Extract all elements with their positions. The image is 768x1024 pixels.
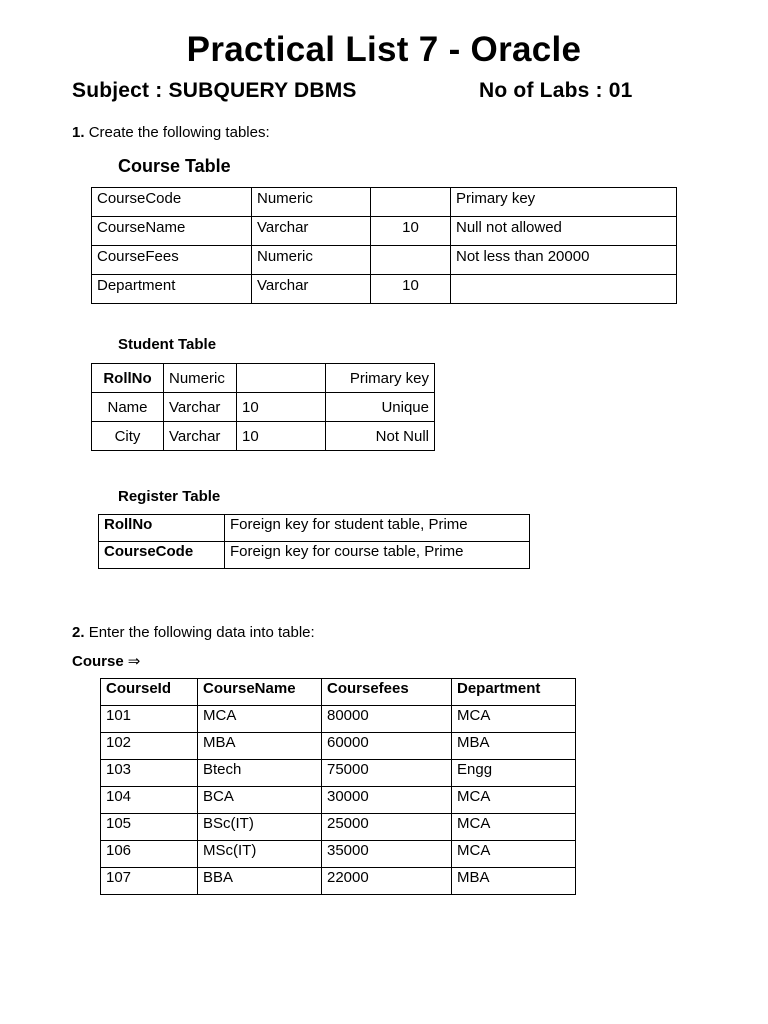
table-cell: 104: [101, 787, 198, 814]
table-cell: 30000: [322, 787, 452, 814]
table-cell: 105: [101, 814, 198, 841]
table-cell: 35000: [322, 841, 452, 868]
table-cell: Numeric: [252, 246, 371, 275]
register-table-heading: Register Table: [118, 488, 221, 505]
column-header: Coursefees: [322, 679, 452, 706]
column-header: Department: [452, 679, 576, 706]
table-cell: BBA: [198, 868, 322, 895]
table-cell: 102: [101, 733, 198, 760]
table-cell: Foreign key for course table, Prime: [225, 542, 530, 569]
student-table-heading: Student Table: [118, 336, 217, 353]
table-cell: 103: [101, 760, 198, 787]
table-cell: Primary key: [326, 364, 435, 393]
table-row: [92, 393, 435, 422]
table-row: [99, 542, 530, 569]
table-cell: Varchar: [164, 393, 237, 422]
student-table: [91, 363, 435, 451]
table-cell: CourseFees: [92, 246, 252, 275]
table-cell: 10: [371, 217, 451, 246]
table-cell: City: [92, 422, 164, 451]
table-cell: BCA: [198, 787, 322, 814]
course-data-table: [100, 678, 576, 895]
table-cell: Unique: [326, 393, 435, 422]
table-cell: CourseCode: [92, 188, 252, 217]
table-cell: Not Null: [326, 422, 435, 451]
course-table: [91, 187, 677, 304]
subject-line: Subject : SUBQUERY DBMS: [72, 79, 357, 102]
table-cell: MBA: [452, 733, 576, 760]
column-header: CourseId: [101, 679, 198, 706]
table-row: [101, 706, 576, 733]
table-cell: 10: [371, 275, 451, 304]
table-cell: Null not allowed: [451, 217, 677, 246]
table-cell: MCA: [198, 706, 322, 733]
table-cell: Varchar: [164, 422, 237, 451]
table-cell: MSc(IT): [198, 841, 322, 868]
table-cell: MCA: [452, 814, 576, 841]
table-cell: CourseName: [92, 217, 252, 246]
table-cell: MBA: [452, 868, 576, 895]
table-cell: MCA: [452, 706, 576, 733]
table-row: [92, 364, 435, 393]
column-header: CourseName: [198, 679, 322, 706]
table-cell: MCA: [452, 841, 576, 868]
table-row: [92, 275, 677, 304]
table-cell: Name: [92, 393, 164, 422]
table-cell: [371, 246, 451, 275]
table-cell: Numeric: [252, 188, 371, 217]
table-row: [101, 868, 576, 895]
question-1: [72, 124, 270, 141]
labs-count: No of Labs : 01: [479, 79, 633, 102]
course-data-label: Course: [72, 653, 124, 670]
table-cell: BSc(IT): [198, 814, 322, 841]
table-cell: Numeric: [164, 364, 237, 393]
table-cell: RollNo: [92, 364, 164, 393]
table-cell: 10: [237, 422, 326, 451]
table-row: [92, 246, 677, 275]
course-data-label-line: [72, 652, 140, 670]
table-cell: 22000: [322, 868, 452, 895]
table-cell: [371, 188, 451, 217]
table-row: [101, 787, 576, 814]
arrow-right-icon: ⇒: [127, 653, 141, 670]
table-cell: 107: [101, 868, 198, 895]
table-cell: MCA: [452, 787, 576, 814]
table-cell: Department: [92, 275, 252, 304]
question-2-number: 2.: [72, 624, 85, 641]
table-cell: 60000: [322, 733, 452, 760]
table-row: [99, 515, 530, 542]
table-cell: Btech: [198, 760, 322, 787]
table-header-row: [101, 679, 576, 706]
table-row: [101, 760, 576, 787]
table-row: [92, 422, 435, 451]
table-cell: 101: [101, 706, 198, 733]
table-cell: Not less than 20000: [451, 246, 677, 275]
course-table-heading: Course Table: [118, 156, 231, 176]
table-cell: Varchar: [252, 275, 371, 304]
question-1-number: 1.: [72, 124, 85, 141]
table-row: [92, 217, 677, 246]
question-1-text: Create the following tables:: [88, 124, 270, 141]
table-cell: [237, 364, 326, 393]
table-cell: Varchar: [252, 217, 371, 246]
table-row: [101, 814, 576, 841]
table-row: [101, 733, 576, 760]
table-cell: RollNo: [99, 515, 225, 542]
page-title: Practical List 7 - Oracle: [186, 30, 582, 69]
table-cell: 25000: [322, 814, 452, 841]
table-cell: 80000: [322, 706, 452, 733]
question-2: [72, 624, 315, 641]
table-cell: Engg: [452, 760, 576, 787]
table-cell: MBA: [198, 733, 322, 760]
table-row: [92, 188, 677, 217]
register-table: [98, 514, 530, 569]
table-cell: Foreign key for student table, Prime: [225, 515, 530, 542]
table-cell: 75000: [322, 760, 452, 787]
table-cell: [451, 275, 677, 304]
table-row: [101, 841, 576, 868]
table-cell: 10: [237, 393, 326, 422]
table-cell: Primary key: [451, 188, 677, 217]
table-cell: CourseCode: [99, 542, 225, 569]
question-2-text: Enter the following data into table:: [88, 624, 315, 641]
table-cell: 106: [101, 841, 198, 868]
